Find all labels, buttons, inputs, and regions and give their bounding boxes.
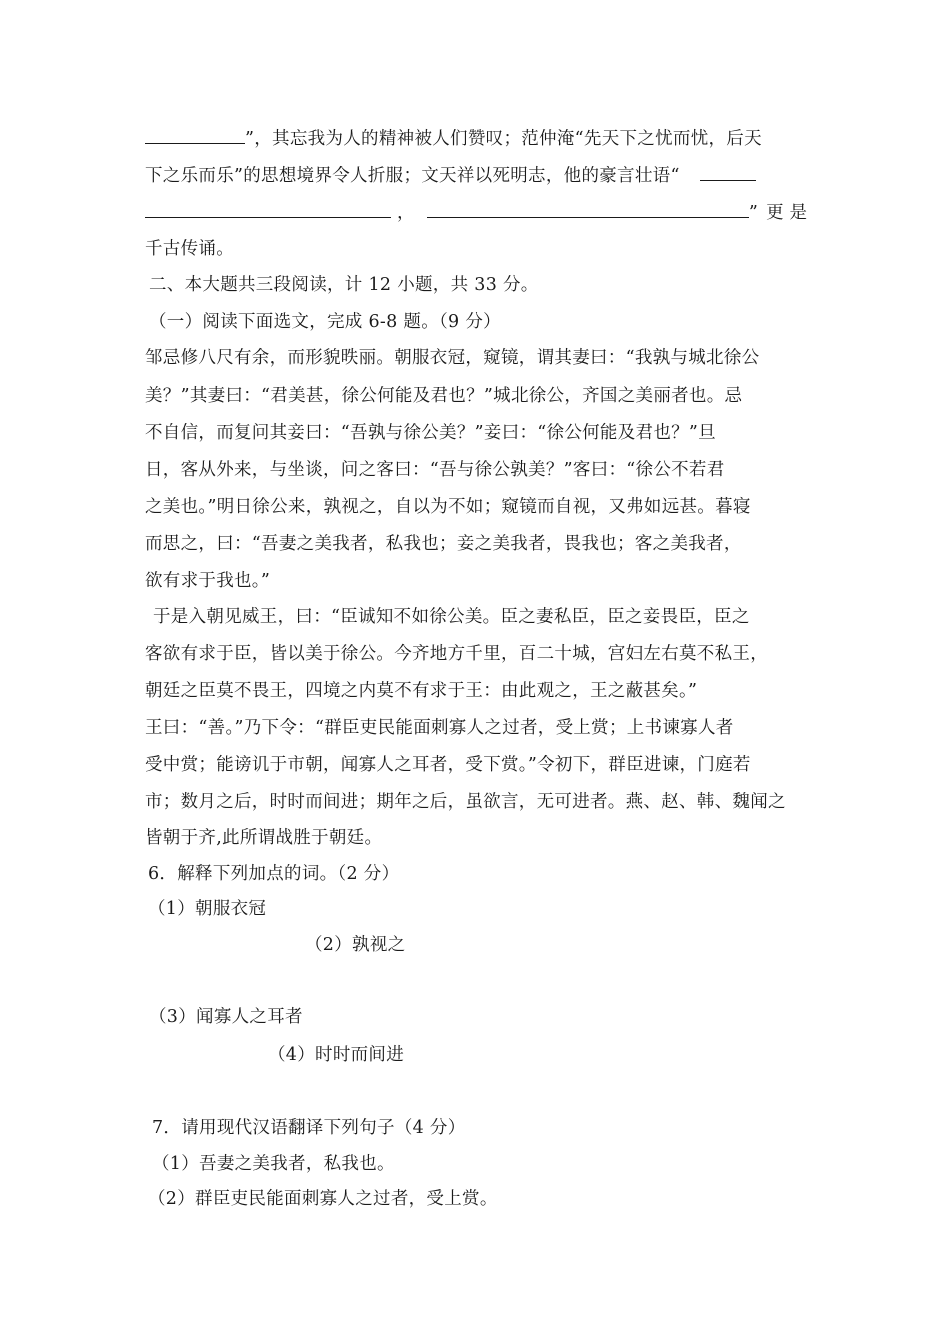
section-2-header: 二、本大题共三段阅读，计 12 小题，共 33 分。 [149, 275, 539, 295]
passage-line: 邹忌修八尺有余，而形貌昳丽。朝服衣冠，窥镜，谓其妻曰：“我孰与城北徐公 [145, 348, 760, 368]
intro-line-2-text: 下之乐而乐”的思想境界令人折服；文天祥以死明志，他的豪言壮语“ [145, 166, 680, 186]
passage-line: 美？”其妻曰：“君美甚，徐公何能及君也？”城北徐公，齐国之美丽者也。忌 [145, 386, 743, 406]
intro-line-3-quote: ” [748, 203, 759, 223]
question-7-item-2: （2）群臣吏民能面刺寡人之过者，受上赏。 [148, 1189, 498, 1209]
passage-line: 之美也。”明日徐公来，孰视之，自以为不如；窥镜而自视，又弗如远甚。暮寝 [145, 497, 751, 517]
intro-line-3-comma: ， [397, 203, 415, 223]
passage-line: 于是入朝见威王，曰：“臣诚知不如徐公美。臣之妻私臣，臣之妾畏臣，臣之 [153, 607, 750, 627]
passage-line: 日，客从外来，与坐谈，问之客曰：“吾与徐公孰美？”客曰：“徐公不若君 [145, 460, 725, 480]
section-2-subheader: （一）阅读下面选文，完成 6-8 题。（9 分） [149, 312, 501, 332]
answer-blank-1[interactable] [145, 125, 245, 144]
passage-line: 受中赏；能谤讥于市朝，闻寡人之耳者，受下赏。”令初下，群臣进谏，门庭若 [145, 755, 751, 775]
answer-blank-2[interactable] [700, 162, 756, 181]
intro-line-2 [145, 162, 815, 188]
question-7-title: 7．请用现代汉语翻译下列句子（4 分） [152, 1118, 466, 1138]
intro-line-1-text: ”，其忘我为人的精神被人们赞叹；范仲淹“先天下之忧而忧，后天 [245, 129, 762, 149]
question-7-item-1: （1）吾妻之美我者，私我也。 [152, 1154, 395, 1174]
passage-line: 市；数月之后，时时而间进；期年之后，虽欲言，无可进者。燕、赵、韩、魏闻之 [145, 792, 786, 812]
intro-line-3-suffix: 更是 [766, 203, 814, 223]
question-6-item-1: （1）朝服衣冠 [148, 899, 267, 919]
passage-line: 而思之，曰：“吾妻之美我者，私我也；妾之美我者，畏我也；客之美我者， [145, 534, 742, 554]
passage-line: 朝廷之臣莫不畏王，四境之内莫不有求于王：由此观之，王之蔽甚矣。” [145, 681, 698, 701]
passage-line: 王曰：“善。”乃下令：“群臣吏民能面刺寡人之过者，受上赏；上书谏寡人者 [145, 718, 734, 738]
passage-line: 欲有求于我也。” [145, 571, 271, 591]
intro-line-1 [145, 125, 815, 151]
answer-blank-3[interactable] [145, 199, 391, 218]
question-6-item-3: （3）闻寡人之耳者 [149, 1007, 303, 1027]
intro-line-4-text: 千古传诵。 [145, 239, 234, 259]
passage-line: 皆朝于齐,此所谓战胜于朝廷。 [145, 828, 383, 848]
question-6-title: 6．解释下列加点的词。（2 分） [148, 864, 400, 884]
intro-line-4 [145, 237, 815, 261]
passage-line: 不自信，而复问其妾曰：“吾孰与徐公美？”妾曰：“徐公何能及君也？”旦 [145, 423, 716, 443]
question-6-item-4: （4）时时而间进 [268, 1045, 405, 1065]
passage-line: 客欲有求于臣，皆以美于徐公。今齐地方千里，百二十城，宫妇左右莫不私王， [145, 644, 768, 664]
intro-line-3 [145, 199, 815, 225]
answer-blank-4[interactable] [427, 199, 749, 218]
question-6-item-2: （2）孰视之 [305, 935, 406, 955]
